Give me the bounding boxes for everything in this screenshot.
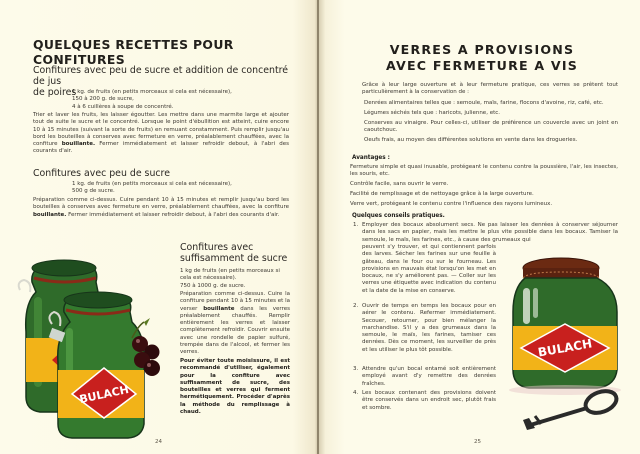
recipe3-method: [180, 291, 290, 357]
right-title-line2: AVEC FERMETURE A VIS: [385, 58, 579, 73]
advantage-item: Verre vert, protégeant le contenu contre l'influence des rayons lumineux.: [350, 200, 553, 207]
method-bold: bouillante.: [33, 211, 67, 218]
tip-text: Attendre qu'un bocal entamé soit entièrement employé avant d'y remettre des denrées fraîches.: [362, 366, 496, 387]
method-text: Trier et laver les fruits, les laisser égoutter. Les mettre dans une marmite large et ajouter tout de suite le sucre et le concentré. Lorsque le point d'ébullition est atteint, cuire encore 10 à 15 minutes (suivant la sorte de fruits) en remuant constamment. Puis remplir jusqu'au bord les bouteilles à conserves avec fermeture en verre, préalablement chauffées, avec la confiture: [33, 112, 289, 148]
tip-item-4: [353, 390, 496, 412]
left-page: [0, 0, 318, 454]
jars-with-cherries-illustration: [12, 252, 162, 442]
ingredient: 1 kg. de fruits (en petits morceaux si cela est nécessaire),: [72, 181, 232, 187]
ingredient: 150 à 200 g. de sucre,: [72, 96, 134, 103]
tip-number: 2.: [353, 303, 359, 309]
method-text: dans les verres préalablement chauffés. Remplir entièrement les verres et laisser complètement refroidir. Couvrir ensuite avec une rondelle de papier sulfuré, trempée dans de l'alcool, et fermer les verres.: [180, 305, 290, 356]
advantages-heading: Avantages :: [352, 155, 390, 161]
recipe1-heading-line1: Confitures avec peu de sucre et addition de concentré de jus: [33, 65, 289, 87]
ingredient: 1 kg de fruits (en petits morceaux si cela est nécessaire).: [180, 268, 280, 282]
advantage-item: Fermeture simple et quasi inusable, protégeant le contenu contre la poussière, l'air, les insectes, les souris, etc.: [350, 164, 618, 178]
right-title-line1: VERRES A PROVISIONS: [389, 42, 575, 57]
ingredient: 500 g de sucre.: [72, 188, 115, 195]
page-number-left: 24: [155, 439, 162, 445]
method-text: Fermer immédiatement et laisser refroidir debout, à l'abri des courants d'air.: [66, 211, 280, 218]
tip-item-2: [353, 303, 496, 354]
jar-brand-text: BULACH: [78, 382, 130, 407]
advantage-item: Contrôle facile, sans ouvrir le verre.: [350, 181, 449, 188]
right-page-title: [362, 42, 602, 74]
method-text: Préparation comme ci-dessus. Cuire pendant 10 à 15 minutes et remplir jusqu'au bord les bouteilles à conserves avec fermeture en verre, préalablement chauffées, avec la confiture: [33, 197, 289, 211]
note-bold: Pour éviter toute moisissure, il est recommandé d'utiliser, également pour la confiture avec suffisamment de sucre, des bouteilles et verres qui ferment hermétiquement. Procéder d'après la méthode du remplissage à chaud.: [180, 358, 290, 416]
uses-list: [364, 100, 618, 147]
recipe2-method: [33, 197, 289, 219]
ingredient: 1 kg. de fruits (en petits morceaux si cela est nécessaire),: [72, 89, 232, 95]
page-number-right: 25: [474, 439, 481, 445]
tip-number: 1.: [353, 222, 359, 228]
use-item: Oeufs frais, au moyen des différentes solutions en vente dans les drogueries.: [364, 136, 578, 143]
recipe3-ingredients: [180, 268, 290, 290]
recipe3-heading: [180, 242, 300, 264]
recipe2-heading: Confitures avec peu de sucre: [33, 168, 170, 179]
use-item: Légumes séchés tels que : haricots, julienne, etc.: [364, 109, 501, 116]
recipe1-ingredients: [72, 89, 232, 111]
ingredient: 750 à 1000 g. de sucre.: [180, 282, 246, 289]
tip-number: 4.: [353, 390, 359, 396]
recipe3-heading-line2: suffisamment de sucre: [180, 253, 288, 264]
use-item: Conserves au vinaigre. Pour celles-ci, utiliser de préférence un couvercle avec un joint en caoutchouc.: [364, 119, 618, 134]
tip-item-3: [353, 366, 496, 388]
recipe1-method: [33, 112, 289, 156]
tip-text: Les bocaux contenant des provisions doivent être conservés dans un endroit sec, plutôt frais et sombre.: [362, 390, 496, 411]
advantage-item: Facilité de remplissage et de nettoyage grâce à la large ouverture.: [350, 191, 534, 198]
recipe1-heading-line2: de poires: [33, 87, 77, 98]
tip-item-1: [353, 222, 618, 244]
tips-heading: Quelques conseils pratiques.: [352, 213, 445, 219]
tip-item-1-continued: peuvent s'y trouver, et qui contiennent parfois des larves. Sécher les farines sur une feuille à gâteau, dans le four ou sur le fourneau. Les provisions en mauvais état lorsqu'on les met en bocaux, ne s'y améliorent pas. — Coller sur les verres une étiquette avec indication du contenu et la date de la mise en conserve.: [362, 244, 496, 294]
jar-with-key-illustration: [505, 252, 635, 432]
recipe3-heading-line1: Confitures avec: [180, 242, 254, 253]
ingredient: 4 à 6 cuillères à soupe de concentré.: [72, 103, 174, 110]
tip-number: 3.: [353, 366, 359, 372]
recipe2-ingredients: [72, 181, 232, 196]
recipe3-note: [180, 358, 290, 416]
jar-brand-text: BULACH: [536, 336, 594, 360]
tip-text-wide: Employer des bocaux absolument secs. Ne pas laisser les denrées à conserver séjourner dans les sacs en papier, mais les mettre le plus vite possible dans les bocaux. Tamiser la semoule, le maïs, les farines, etc., à cause des grumeaux qui: [362, 222, 618, 243]
tip-text: Ouvrir de temps en temps les bocaux pour en aérer le contenu. Refermer immédiatement. Secouer, retourner, pour bien mélanger la marchandise. S'il y a des grumeaux dans la semoule, le maïs, les farines, tamiser ces denrées. Dès ce moment, les surveiller de près et les utiliser le plus tôt possible.: [362, 303, 496, 353]
left-page-title: QUELQUES RECETTES POUR CONFITURES: [33, 37, 234, 67]
method-text: Préparation comme ci-dessus. Cuire la confiture pendant 10 à 15 minutes et la verser: [180, 291, 290, 312]
method-text: Fermer immédiatement et laisser refroidir debout, à l'abri des courants d'air.: [33, 141, 289, 155]
use-item: Denrées alimentaires telles que : semoule, maïs, farine, flocons d'avoine, riz, café, etc.: [364, 100, 604, 106]
method-bold: bouillante.: [61, 141, 96, 148]
method-bold: bouillante: [203, 305, 235, 312]
intro-paragraph: Grâce à leur large ouverture et à leur fermeture pratique, ces verres se prêtent tout particulièrement à la conservation de :: [362, 82, 618, 96]
screw-top-jar: [509, 258, 621, 395]
advantages-list: [350, 164, 618, 211]
